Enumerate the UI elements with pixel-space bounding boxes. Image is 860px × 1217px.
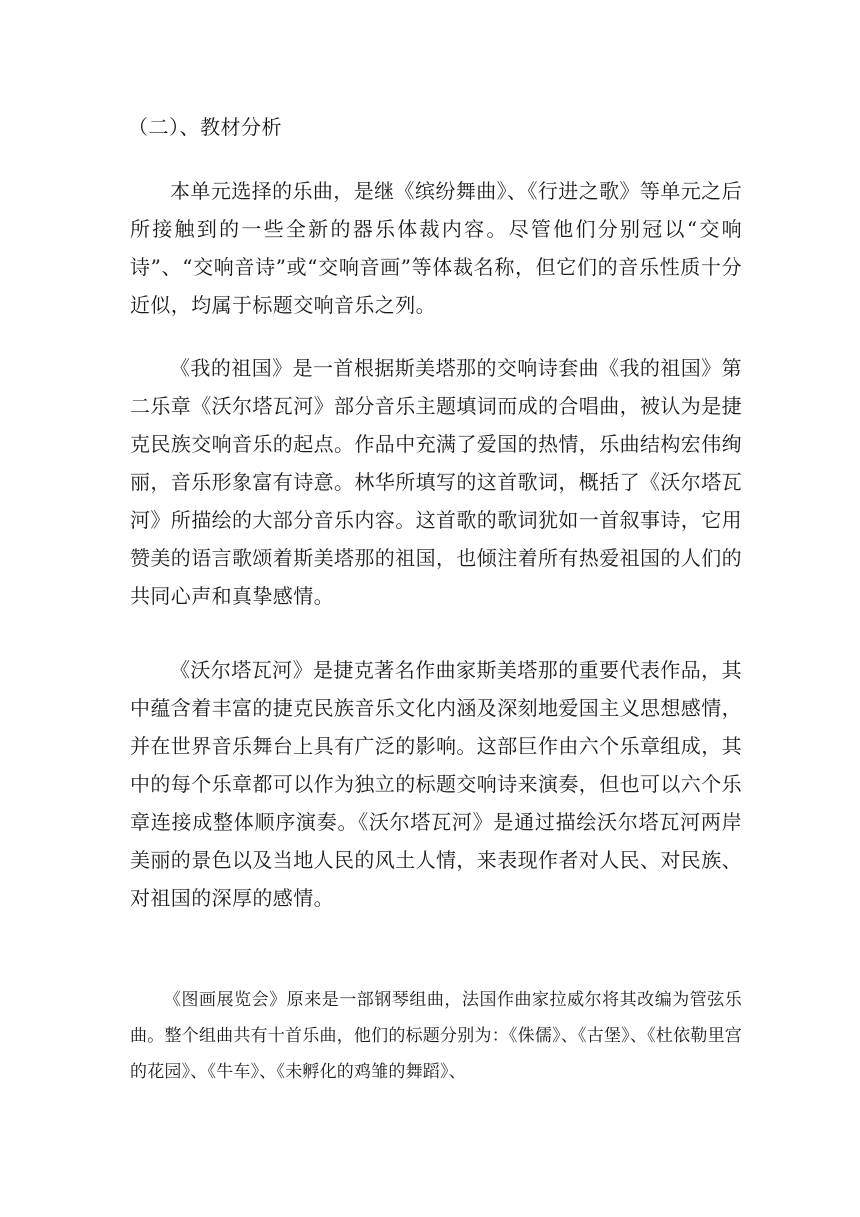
section-heading: （二）、教材分析 bbox=[128, 115, 282, 139]
paragraph-vltava: 《沃尔塔瓦河》是捷克著名作曲家斯美塔那的重要代表作品，其中蕴含着丰富的捷克民族音乐文化内涵及深刻地爱国主义思想感情，并在世界音乐舞台上具有广泛的影响。这部巨作由六个乐章组成，其中的每个乐章都可以作为独立的标题交响诗来演奏，但也可以六个乐章连接成整体顺序演奏。《沃尔塔瓦河》是通过描绘沃尔塔瓦河两岸美丽的景色以及当地人民的风土人情，来表现作者对人民、对民族、对祖国的深厚的感情。 bbox=[130, 658, 742, 910]
paragraph-unit-overview: 本单元选择的乐曲，是继《缤纷舞曲》、《行进之歌》等单元之后所接触到的一些全新的器乐体裁内容。尽管他们分别冠以“交响诗”、“交响音诗”或“交响音画”等体裁名称，但它们的音乐性质十分近似，均属于标题交响音乐之列。 bbox=[130, 179, 742, 317]
paragraph-my-motherland: 《我的祖国》是一首根据斯美塔那的交响诗套曲《我的祖国》第二乐章《沃尔塔瓦河》部分音乐主题填词而成的合唱曲，被认为是捷克民族交响音乐的起点。作品中充满了爱国的热情，乐曲结构宏伟绚丽，音乐形象富有诗意。林华所填写的这首歌词，概括了《沃尔塔瓦河》所描绘的大部分音乐内容。这首歌的歌词犹如一首叙事诗，它用赞美的语言歌颂着斯美塔那的祖国，也倾注着所有热爱祖国的人们的共同心声和真挚感情。 bbox=[130, 356, 742, 608]
paragraph-pictures-exhibition: 《图画展览会》原来是一部钢琴组曲，法国作曲家拉威尔将其改编为管弦乐曲。整个组曲共有十首乐曲，他们的标题分别为：《侏儒》、《古堡》、《杜依勒里宫的花园》、《牛车》、《未孵化的鸡雏的舞蹈》、 bbox=[130, 990, 742, 1082]
